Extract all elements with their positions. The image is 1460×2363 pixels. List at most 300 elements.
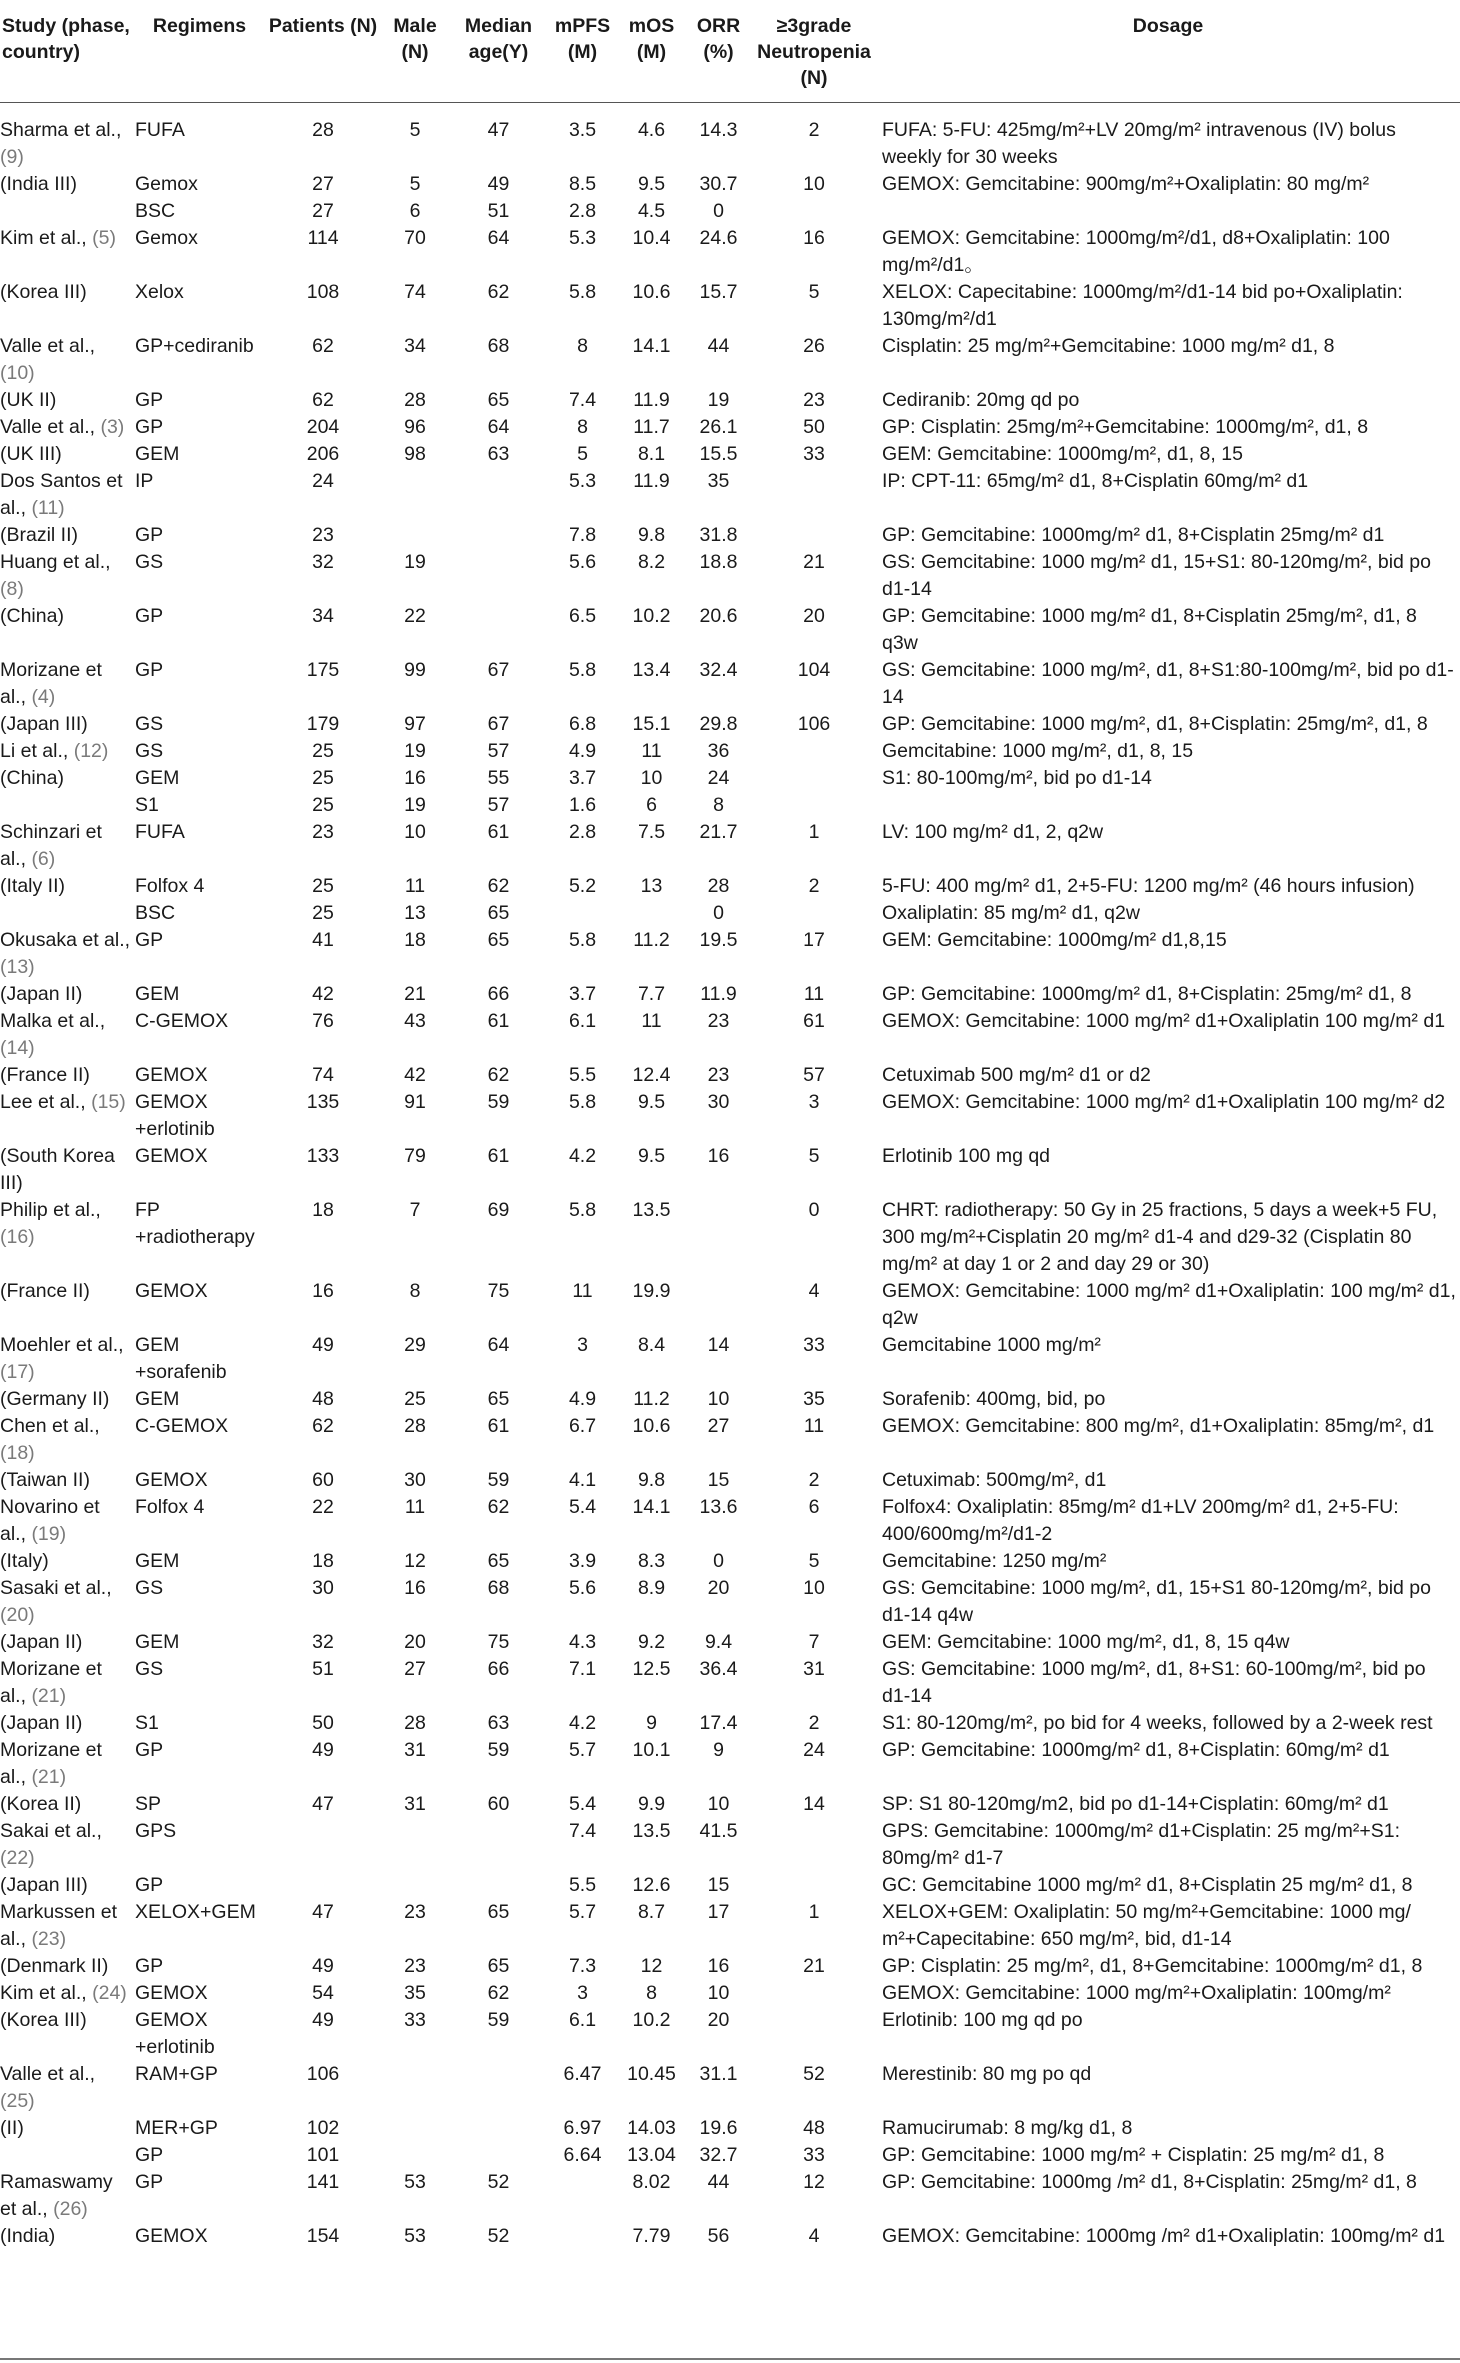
table-row bbox=[0, 1872, 1460, 1899]
table-row bbox=[0, 225, 1460, 279]
cell-mpfs: 6.8 bbox=[568, 713, 597, 735]
cell-patients: 135 bbox=[306, 1091, 340, 1113]
cell-dosage: GEMOX: Gemcitabine: 1000mg/m²/d1, d8+Oxaliplatin: 100 mg/m²/d1。 bbox=[882, 227, 1390, 276]
cell-male bbox=[380, 468, 450, 522]
cell-regimen: GP bbox=[135, 1739, 164, 1761]
cell-study: (Denmark II) bbox=[0, 1955, 109, 1977]
reference-number[interactable]: (17) bbox=[0, 1361, 35, 1383]
cell-orr: 10 bbox=[707, 1982, 730, 2004]
cell-patients: 16 bbox=[312, 1280, 334, 1302]
cell-orr: 15 bbox=[707, 1874, 730, 1896]
cell-neutropenia: 5 bbox=[808, 281, 820, 303]
cell-mos: 4.6 bbox=[637, 119, 666, 141]
cell-orr: 9.4 bbox=[704, 1631, 733, 1653]
cell-patients: 18 bbox=[312, 1550, 334, 1572]
cell-mpfs bbox=[547, 2169, 618, 2223]
table-row bbox=[0, 2223, 1460, 2250]
cell-regimen: GP bbox=[135, 416, 164, 438]
cell-male: 23 bbox=[404, 1901, 426, 1923]
reference-number[interactable]: (26) bbox=[53, 2198, 88, 2220]
cell-neutropenia: 57 bbox=[803, 1064, 825, 1086]
cell-mos: 9.5 bbox=[637, 1145, 666, 1167]
cell-orr: 41.5 bbox=[699, 1820, 738, 1842]
cell-neutropenia bbox=[752, 1980, 876, 2007]
cell-patients: 179 bbox=[306, 713, 340, 735]
cell-neutropenia: 12 bbox=[803, 2171, 825, 2193]
cell-neutropenia: 2 bbox=[808, 1712, 820, 1734]
cell-male: 29 bbox=[404, 1334, 426, 1356]
cell-orr: 14.3 bbox=[699, 119, 738, 141]
cell-neutropenia: 21 bbox=[803, 1955, 825, 1977]
cell-regimen: Xelox bbox=[135, 281, 184, 303]
cell-median-age: 61 bbox=[487, 1415, 510, 1437]
cell-median-age: 62 bbox=[487, 1496, 510, 1518]
cell-mos: 13.5 bbox=[632, 1199, 671, 1221]
cell-study: (Germany II) bbox=[0, 1388, 110, 1410]
cell-mpfs: 4.1 bbox=[568, 1469, 597, 1491]
cell-median-age bbox=[450, 2061, 547, 2115]
cell-patients: 32 bbox=[312, 1631, 334, 1653]
table-row bbox=[0, 1899, 1460, 1953]
cell-dosage: GEMOX: Gemcitabine: 1000mg /m² d1+Oxaliplatin: 100mg/m² d1 bbox=[882, 2225, 1446, 2247]
cell-patients bbox=[266, 1872, 380, 1899]
table-row bbox=[0, 2115, 1460, 2142]
cell-mpfs: 3.5 bbox=[568, 119, 597, 141]
cell-neutropenia: 14 bbox=[803, 1793, 825, 1815]
reference-number[interactable]: (16) bbox=[0, 1226, 35, 1248]
cell-male: 5 bbox=[409, 119, 421, 141]
cell-mpfs: 4.2 bbox=[568, 1712, 597, 1734]
cell-study: Okusaka et al., (13) bbox=[0, 929, 131, 978]
cell-regimen: GP bbox=[135, 524, 164, 546]
cell-orr bbox=[685, 1278, 752, 1332]
cell-regimen: GP bbox=[135, 1874, 164, 1896]
cell-dosage: GEMOX: Gemcitabine: 1000 mg/m² d1+Oxaliplatin 100 mg/m² d2 bbox=[882, 1091, 1446, 1113]
cell-mpfs: 4.3 bbox=[568, 1631, 597, 1653]
cell-neutropenia: 2 bbox=[808, 1469, 820, 1491]
cell-neutropenia: 2 bbox=[808, 119, 820, 141]
cell-regimen: GEM bbox=[135, 1631, 180, 1653]
cell-mos: 11.7 bbox=[633, 416, 670, 438]
cell-mos: 14.1 bbox=[632, 335, 671, 357]
cell-study: Morizane et al., (21) bbox=[0, 1658, 102, 1707]
reference-number[interactable]: (6) bbox=[31, 848, 56, 870]
table-row bbox=[0, 549, 1460, 603]
table-row bbox=[0, 2061, 1460, 2115]
table-row bbox=[0, 657, 1460, 711]
cell-male: 35 bbox=[404, 1982, 426, 2004]
cell-patients: 32 bbox=[312, 551, 334, 573]
cell-mos: 10.4 bbox=[632, 227, 671, 249]
cell-male bbox=[380, 522, 450, 549]
cell-regimen: GEMOX bbox=[135, 1469, 208, 1491]
cell-male: 53 bbox=[404, 2171, 426, 2193]
cell-male: 74 bbox=[404, 281, 426, 303]
cell-neutropenia: 11 bbox=[803, 983, 825, 1005]
cell-orr: 14 bbox=[707, 1334, 730, 1356]
cell-patients: 62 bbox=[312, 1415, 334, 1437]
cell-regimen: GEM bbox=[135, 1550, 180, 1572]
cell-study: Li et al., (12) bbox=[0, 740, 109, 762]
cell-neutropenia bbox=[752, 468, 876, 522]
table-row bbox=[0, 2169, 1460, 2223]
cell-study: Kim et al., (24) bbox=[0, 1982, 127, 2004]
reference-number[interactable]: (9) bbox=[0, 146, 24, 168]
cell-study: (II) bbox=[0, 2117, 24, 2139]
cell-dosage: GP: Gemcitabine: 1000 mg/m² + Cisplatin: 25 mg/m² d1, 8 bbox=[882, 2144, 1385, 2166]
header-study: Study (phase, country) bbox=[0, 0, 133, 103]
cell-dosage: 5-FU: 400 mg/m² d1, 2+5-FU: 1200 mg/m² (46 hours infusion) bbox=[882, 875, 1415, 897]
cell-patients: 76 bbox=[312, 1010, 334, 1032]
cell-study: Novarino et al., (19) bbox=[0, 1496, 100, 1545]
cell-median-age: 49 bbox=[487, 173, 510, 195]
table-row bbox=[0, 1062, 1460, 1089]
cell-regimen: GP bbox=[135, 389, 164, 411]
cell-neutropenia: 5 bbox=[808, 1550, 820, 1572]
cell-neutropenia: 16 bbox=[803, 227, 825, 249]
cell-male: 31 bbox=[404, 1739, 426, 1761]
cell-neutropenia: 20 bbox=[803, 605, 825, 627]
cell-regimen: GEMOX +erlotinib bbox=[135, 2009, 215, 2058]
cell-neutropenia: 2 bbox=[808, 875, 820, 897]
cell-neutropenia: 7 bbox=[808, 1631, 820, 1653]
cell-study: Ramaswamy et al., (26) bbox=[0, 2171, 113, 2220]
cell-dosage: GP: Gemcitabine: 1000 mg/m², d1, 8+Cisplatin: 25mg/m², d1, 8 bbox=[882, 713, 1428, 735]
cell-orr: 32.4 bbox=[699, 659, 738, 681]
cell-patients: 175 bbox=[306, 659, 340, 681]
table-row bbox=[0, 414, 1460, 441]
cell-neutropenia: 33 bbox=[803, 2144, 825, 2166]
cell-median-age: 66 bbox=[487, 983, 510, 1005]
cell-mos: 12.4 bbox=[632, 1064, 671, 1086]
cell-mos: 12.5 bbox=[632, 1658, 671, 1680]
cell-mpfs: 6.1 bbox=[568, 1010, 597, 1032]
cell-regimen: BSC bbox=[135, 902, 176, 924]
cell-median-age bbox=[450, 603, 547, 657]
cell-mos: 10.6 bbox=[632, 1415, 671, 1437]
cell-orr: 35 bbox=[707, 470, 730, 492]
cell-patients: 22 bbox=[312, 1496, 334, 1518]
cell-median-age: 61 bbox=[487, 821, 510, 843]
cell-mpfs bbox=[547, 900, 618, 927]
header-regimens: Regimens bbox=[133, 0, 266, 103]
cell-male: 5 bbox=[409, 173, 421, 195]
reference-number[interactable]: (13) bbox=[0, 956, 35, 978]
cell-patients: 25 bbox=[312, 740, 334, 762]
cell-dosage: GEMOX: Gemcitabine: 900mg/m²+Oxaliplatin: 80 mg/m² bbox=[882, 173, 1370, 195]
cell-study: Huang et al., (8) bbox=[0, 551, 111, 600]
cell-orr: 0 bbox=[713, 200, 724, 222]
cell-study bbox=[0, 198, 133, 225]
cell-mos: 11 bbox=[641, 1010, 662, 1032]
cell-orr: 31.1 bbox=[699, 2063, 738, 2085]
cell-dosage: XELOX: Capecitabine: 1000mg/m²/d1-14 bid po+Oxaliplatin: 130mg/m²/d1 bbox=[882, 281, 1403, 330]
cell-median-age: 64 bbox=[487, 227, 510, 249]
cell-study: (Japan III) bbox=[0, 713, 88, 735]
cell-study: (France II) bbox=[0, 1064, 90, 1086]
cell-orr: 24 bbox=[707, 767, 730, 789]
cell-orr: 17 bbox=[707, 1901, 730, 1923]
cell-orr bbox=[685, 1197, 752, 1278]
cell-patients: 47 bbox=[312, 1793, 334, 1815]
cell-patients: 25 bbox=[312, 767, 334, 789]
cell-orr: 23 bbox=[707, 1010, 730, 1032]
cell-orr: 15 bbox=[707, 1469, 730, 1491]
cell-male: 70 bbox=[404, 227, 426, 249]
cell-patients: 133 bbox=[306, 1145, 340, 1167]
reference-number[interactable]: (3) bbox=[100, 416, 125, 438]
table-row bbox=[0, 738, 1460, 765]
cell-median-age: 65 bbox=[487, 1550, 510, 1572]
cell-orr: 24.6 bbox=[699, 227, 738, 249]
cell-male: 13 bbox=[404, 902, 426, 924]
cell-study: (China) bbox=[0, 767, 64, 789]
cell-neutropenia: 10 bbox=[803, 173, 825, 195]
cell-mos: 8.9 bbox=[637, 1577, 666, 1599]
cell-patients: 49 bbox=[312, 2009, 334, 2031]
cell-study: Kim et al., (5) bbox=[0, 227, 116, 249]
cell-study: Sakai et al., (22) bbox=[0, 1820, 102, 1869]
reference-number[interactable]: (8) bbox=[0, 578, 24, 600]
cell-median-age: 75 bbox=[487, 1631, 510, 1653]
cell-median-age bbox=[450, 2142, 547, 2169]
cell-regimen: GP+cediranib bbox=[135, 335, 254, 357]
reference-number[interactable]: (10) bbox=[0, 362, 35, 384]
cell-patients: 41 bbox=[312, 929, 334, 951]
cell-neutropenia: 11 bbox=[803, 1415, 825, 1437]
reference-number[interactable]: (12) bbox=[73, 740, 109, 762]
cell-mos: 10.1 bbox=[632, 1739, 671, 1761]
cell-regimen: Gemox bbox=[135, 227, 198, 249]
cell-male: 19 bbox=[404, 740, 426, 762]
table-row bbox=[0, 1467, 1460, 1494]
cell-mos: 8 bbox=[646, 1982, 657, 2004]
cell-median-age: 67 bbox=[487, 713, 510, 735]
cell-patients: 49 bbox=[312, 1739, 334, 1761]
cell-study: (Japan II) bbox=[0, 983, 83, 1005]
reference-number[interactable]: (5) bbox=[92, 227, 116, 249]
cell-study: Sasaki et al., (20) bbox=[0, 1577, 112, 1626]
cell-median-age: 57 bbox=[487, 740, 510, 762]
cell-regimen: GEMOX +erlotinib bbox=[135, 1091, 215, 1140]
cell-mpfs: 5.5 bbox=[568, 1064, 597, 1086]
cell-mpfs: 7.3 bbox=[568, 1955, 597, 1977]
cell-study: Morizane et al., (21) bbox=[0, 1739, 102, 1788]
cell-dosage: Gemcitabine: 1250 mg/m² bbox=[882, 1550, 1107, 1572]
table-row bbox=[0, 792, 1460, 819]
reference-number[interactable]: (25) bbox=[0, 2090, 35, 2112]
cell-dosage: GEMOX: Gemcitabine: 1000 mg/m² d1+Oxaliplatin 100 mg/m² d1 bbox=[882, 1010, 1446, 1032]
cell-regimen: C-GEMOX bbox=[135, 1415, 229, 1437]
cell-study: Lee et al., (15) bbox=[0, 1091, 126, 1113]
cell-dosage: Sorafenib: 400mg, bid, po bbox=[882, 1388, 1106, 1410]
cell-orr: 17.4 bbox=[699, 1712, 738, 1734]
cell-male bbox=[380, 1872, 450, 1899]
cell-median-age: 62 bbox=[487, 1982, 510, 2004]
cell-regimen: GS bbox=[135, 713, 164, 735]
cell-neutropenia: 24 bbox=[803, 1739, 825, 1761]
table-row bbox=[0, 873, 1460, 900]
header-orr: ORR (%) bbox=[685, 0, 752, 103]
cell-mpfs: 8 bbox=[577, 416, 588, 438]
cell-mpfs: 6.1 bbox=[568, 2009, 597, 2031]
reference-number[interactable]: (22) bbox=[0, 1847, 35, 1869]
cell-study: (Italy II) bbox=[0, 875, 66, 897]
cell-mos: 8.4 bbox=[637, 1334, 666, 1356]
cell-patients: 23 bbox=[312, 821, 334, 843]
table-row bbox=[0, 1143, 1460, 1197]
cell-mpfs: 5.8 bbox=[568, 1091, 597, 1113]
cell-male: 28 bbox=[404, 1415, 426, 1437]
cell-patients: 54 bbox=[312, 1982, 334, 2004]
cell-median-age: 66 bbox=[487, 1658, 510, 1680]
cell-mos: 9.8 bbox=[637, 524, 666, 546]
cell-median-age: 68 bbox=[487, 1577, 510, 1599]
cell-orr: 10 bbox=[707, 1793, 730, 1815]
cell-mpfs: 7.4 bbox=[568, 1820, 597, 1842]
cell-orr: 27 bbox=[707, 1415, 730, 1437]
cell-study: Schinzari et al., (6) bbox=[0, 821, 102, 870]
cell-dosage: GC: Gemcitabine 1000 mg/m² d1, 8+Cisplatin 25 mg/m² d1, 8 bbox=[882, 1874, 1413, 1896]
cell-mos: 14.1 bbox=[632, 1496, 671, 1518]
cell-study bbox=[0, 792, 133, 819]
cell-regimen: XELOX+GEM bbox=[135, 1901, 256, 1923]
cell-regimen: GP bbox=[135, 659, 164, 681]
cell-neutropenia: 1 bbox=[808, 821, 820, 843]
header-dosage: Dosage bbox=[876, 0, 1460, 103]
table-row bbox=[0, 2142, 1460, 2169]
reference-number[interactable]: (4) bbox=[31, 686, 56, 708]
cell-regimen: GEM bbox=[135, 1388, 180, 1410]
cell-study: (South Korea III) bbox=[0, 1145, 115, 1194]
reference-number[interactable]: (11) bbox=[31, 497, 65, 519]
cell-male: 12 bbox=[404, 1550, 426, 1572]
cell-regimen: GP bbox=[135, 2144, 164, 2166]
cell-study: Sharma et al., (9) bbox=[0, 119, 122, 168]
cell-median-age bbox=[450, 468, 547, 522]
cell-neutropenia bbox=[752, 765, 876, 792]
table-row bbox=[0, 900, 1460, 927]
cell-mpfs: 7.4 bbox=[568, 389, 597, 411]
cell-regimen: S1 bbox=[135, 1712, 159, 1734]
reference-number[interactable]: (21) bbox=[31, 1766, 67, 1788]
header-median-age: Median age(Y) bbox=[450, 0, 547, 103]
header-neutropenia: ≥3grade Neutropenia (N) bbox=[752, 0, 876, 103]
cell-dosage: GEMOX: Gemcitabine: 1000 mg/m² d1+Oxaliplatin: 100 mg/m² d1, q2w bbox=[882, 1280, 1456, 1329]
cell-mpfs: 1.6 bbox=[568, 794, 597, 816]
cell-regimen: BSC bbox=[135, 200, 176, 222]
reference-number[interactable]: (18) bbox=[0, 1442, 35, 1464]
cell-neutropenia: 3 bbox=[808, 1091, 820, 1113]
cell-dosage: Cetuximab 500 mg/m² d1 or d2 bbox=[882, 1064, 1151, 1086]
cell-mpfs: 4.9 bbox=[568, 1388, 597, 1410]
cell-median-age: 62 bbox=[487, 1064, 510, 1086]
cell-regimen: Gemox bbox=[135, 173, 198, 195]
cell-dosage: GEM: Gemcitabine: 1000mg/m², d1, 8, 15 bbox=[882, 443, 1243, 465]
reference-number[interactable]: (19) bbox=[31, 1523, 67, 1545]
cell-study: (Brazil II) bbox=[0, 524, 78, 546]
cell-regimen: Folfox 4 bbox=[135, 1496, 205, 1518]
table-row bbox=[0, 1494, 1460, 1548]
cell-orr: 9 bbox=[713, 1739, 724, 1761]
reference-number[interactable]: (14) bbox=[0, 1037, 35, 1059]
cell-median-age: 60 bbox=[487, 1793, 510, 1815]
cell-male: 42 bbox=[404, 1064, 426, 1086]
cell-regimen: GPS bbox=[135, 1820, 177, 1842]
cell-neutropenia bbox=[752, 738, 876, 765]
cell-study bbox=[0, 900, 133, 927]
cell-dosage: Cediranib: 20mg qd po bbox=[882, 389, 1080, 411]
cell-median-age: 65 bbox=[487, 1388, 510, 1410]
cell-mos: 9.2 bbox=[637, 1631, 666, 1653]
reference-number[interactable]: (21) bbox=[31, 1685, 67, 1707]
cell-patients: 101 bbox=[306, 2144, 340, 2166]
cell-median-age: 59 bbox=[487, 1469, 510, 1491]
table-row bbox=[0, 1332, 1460, 1386]
cell-median-age: 63 bbox=[487, 1712, 510, 1734]
cell-neutropenia bbox=[752, 2007, 876, 2061]
cell-mpfs: 2.8 bbox=[568, 200, 597, 222]
cell-mpfs: 5.8 bbox=[568, 929, 597, 951]
cell-patients: 206 bbox=[306, 443, 340, 465]
cell-neutropenia: 31 bbox=[803, 1658, 825, 1680]
cell-dosage: GP: Cisplatin: 25mg/m²+Gemcitabine: 1000mg/m², d1, 8 bbox=[882, 416, 1369, 438]
cell-regimen: IP bbox=[135, 470, 154, 492]
cell-mos: 13.4 bbox=[632, 659, 671, 681]
cell-regimen: GEMOX bbox=[135, 1145, 208, 1167]
cell-study: (Taiwan II) bbox=[0, 1469, 90, 1491]
cell-mos: 11.2 bbox=[633, 1388, 670, 1410]
cell-median-age: 55 bbox=[487, 767, 510, 789]
cell-dosage: GPS: Gemcitabine: 1000mg/m² d1+Cisplatin: 25 mg/m²+S1: 80mg/m² d1-7 bbox=[882, 1820, 1401, 1869]
cell-orr: 16 bbox=[707, 1145, 730, 1167]
cell-median-age: 57 bbox=[487, 794, 510, 816]
cell-regimen: GEMOX bbox=[135, 1064, 208, 1086]
cell-mpfs: 6.47 bbox=[563, 2063, 602, 2085]
cell-mos: 13.04 bbox=[627, 2144, 676, 2166]
cell-patients: 106 bbox=[306, 2063, 340, 2085]
cell-patients: 23 bbox=[312, 524, 334, 546]
cell-regimen: S1 bbox=[135, 794, 159, 816]
cell-mpfs bbox=[547, 2223, 618, 2250]
cell-orr: 44 bbox=[707, 335, 730, 357]
cell-regimen: FP +radiotherapy bbox=[135, 1199, 255, 1248]
cell-patients: 30 bbox=[312, 1577, 334, 1599]
cell-patients: 47 bbox=[312, 1901, 334, 1923]
cell-regimen: MER+GP bbox=[135, 2117, 218, 2139]
cell-mos: 9 bbox=[646, 1712, 657, 1734]
cell-patients: 50 bbox=[312, 1712, 334, 1734]
reference-number[interactable]: (23) bbox=[31, 1928, 67, 1950]
reference-number[interactable]: (24) bbox=[92, 1982, 127, 2004]
cell-neutropenia: 23 bbox=[803, 389, 825, 411]
reference-number[interactable]: (15) bbox=[91, 1091, 126, 1113]
cell-male bbox=[380, 2142, 450, 2169]
table-row bbox=[0, 711, 1460, 738]
cell-orr: 44 bbox=[707, 2171, 730, 2193]
cell-regimen: GS bbox=[135, 740, 164, 762]
cell-patients: 27 bbox=[312, 200, 334, 222]
reference-number[interactable]: (20) bbox=[0, 1604, 35, 1626]
cell-orr: 30 bbox=[707, 1091, 730, 1113]
cell-dosage: Cisplatin: 25 mg/m²+Gemcitabine: 1000 mg/m² d1, 8 bbox=[882, 335, 1335, 357]
cell-mos: 8.1 bbox=[637, 443, 666, 465]
cell-orr: 32.7 bbox=[699, 2144, 738, 2166]
cell-mpfs: 8 bbox=[577, 335, 588, 357]
cell-male bbox=[380, 2115, 450, 2142]
cell-orr: 19 bbox=[707, 389, 730, 411]
cell-regimen: GEM bbox=[135, 443, 180, 465]
